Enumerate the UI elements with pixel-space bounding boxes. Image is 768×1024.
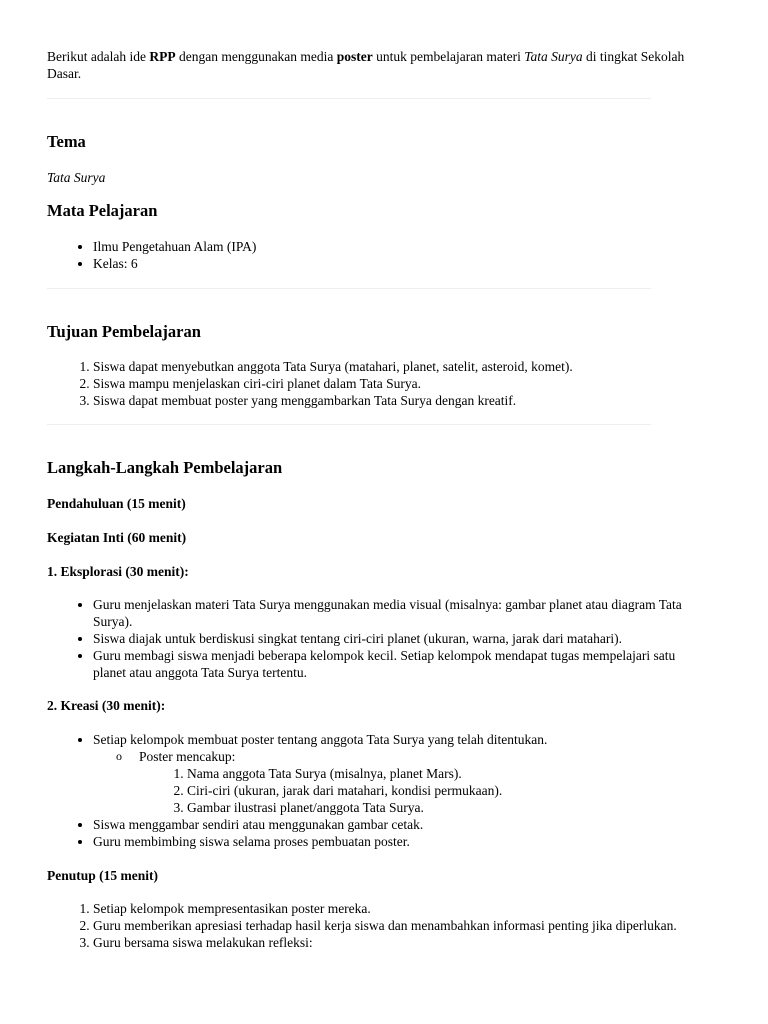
list-item-text: Setiap kelompok membuat poster tentang anggota Tata Surya yang telah ditentukan. xyxy=(93,732,548,747)
intro-bold-rpp: RPP xyxy=(149,49,176,64)
pendahuluan-heading: Pendahuluan (15 menit) xyxy=(47,496,186,511)
tema-value-text: Tata Surya xyxy=(47,170,106,185)
intro-text: di tingkat Sekolah Dasar. xyxy=(47,49,685,81)
penutup-list xyxy=(47,900,707,951)
kreasi-sublist xyxy=(93,748,707,816)
list-item xyxy=(116,748,707,816)
tujuan-heading: Tujuan Pembelajaran xyxy=(47,322,201,341)
list-item: • Guru menjelaskan materi Tata Surya menggunakan media visual (misalnya: gambar planet atau diagram Tata Surya). xyxy=(93,596,707,630)
list-item: • Siswa diajak untuk berdiskusi singkat tentang ciri-ciri planet (ukuran, warna, jarak dari matahari). xyxy=(93,630,707,647)
list-item: • Ilmu Pengetahuan Alam (IPA) xyxy=(93,238,707,255)
list-item: • Siswa menggambar sendiri atau menggunakan gambar cetak. xyxy=(93,816,707,833)
tema-value xyxy=(47,169,707,186)
list-item: 3. Guru bersama siswa melakukan refleksi: xyxy=(93,934,707,951)
intro-text: untuk pembelajaran materi xyxy=(372,49,525,64)
list-item: 1. Nama anggota Tata Surya (misalnya, planet Mars). xyxy=(187,765,707,782)
langkah-heading: Langkah-Langkah Pembelajaran xyxy=(47,458,283,477)
mata-pelajaran-list xyxy=(47,238,707,272)
list-item: • Kelas: 6 xyxy=(93,255,707,272)
document-page xyxy=(47,48,707,951)
tujuan-list xyxy=(47,358,707,409)
list-item: • Guru membagi siswa menjadi beberapa kelompok kecil. Setiap kelompok mendapat tugas mempelajari satu planet atau anggota Tata Surya tertentu. xyxy=(93,647,707,681)
intro-paragraph xyxy=(47,48,707,82)
eksplorasi-heading: 1. Eksplorasi (30 menit): xyxy=(47,564,189,579)
list-item: 1. Setiap kelompok mempresentasikan poster mereka. xyxy=(93,900,707,917)
list-item: 3. Gambar ilustrasi planet/anggota Tata Surya. xyxy=(187,799,707,816)
list-item: 1. Siswa dapat menyebutkan anggota Tata Surya (matahari, planet, satelit, asteroid, komet). xyxy=(93,358,707,375)
list-item-text: Poster mencakup: xyxy=(139,749,236,764)
intro-bold-poster: poster xyxy=(336,49,373,64)
kegiatan-inti-heading: Kegiatan Inti (60 menit) xyxy=(47,530,187,545)
list-item: 2. Siswa mampu menjelaskan ciri-ciri planet dalam Tata Surya. xyxy=(93,375,707,392)
kreasi-heading: 2. Kreasi (30 menit): xyxy=(47,698,166,713)
list-item: 3. Siswa dapat membuat poster yang menggambarkan Tata Surya dengan kreatif. xyxy=(93,392,707,409)
kreasi-list xyxy=(47,731,707,850)
tema-heading: Tema xyxy=(47,132,86,151)
list-item: • Guru membimbing siswa selama proses pembuatan poster. xyxy=(93,833,707,850)
intro-text: dengan menggunakan media xyxy=(175,49,337,64)
intro-italic-tata-surya: Tata Surya xyxy=(524,49,583,64)
eksplorasi-list xyxy=(47,596,707,681)
mata-pelajaran-heading: Mata Pelajaran xyxy=(47,201,158,220)
list-item xyxy=(93,731,707,816)
circle-bullet-marker: o xyxy=(116,749,122,763)
poster-contents-list xyxy=(139,765,707,816)
penutup-heading: Penutup (15 menit) xyxy=(47,868,158,883)
list-item: 2. Ciri-ciri (ukuran, jarak dari matahari, kondisi permukaan). xyxy=(187,782,707,799)
intro-text: Berikut adalah ide xyxy=(47,49,150,64)
list-item: 2. Guru memberikan apresiasi terhadap hasil kerja siswa dan menambahkan informasi penting jika diperlukan. xyxy=(93,917,707,934)
